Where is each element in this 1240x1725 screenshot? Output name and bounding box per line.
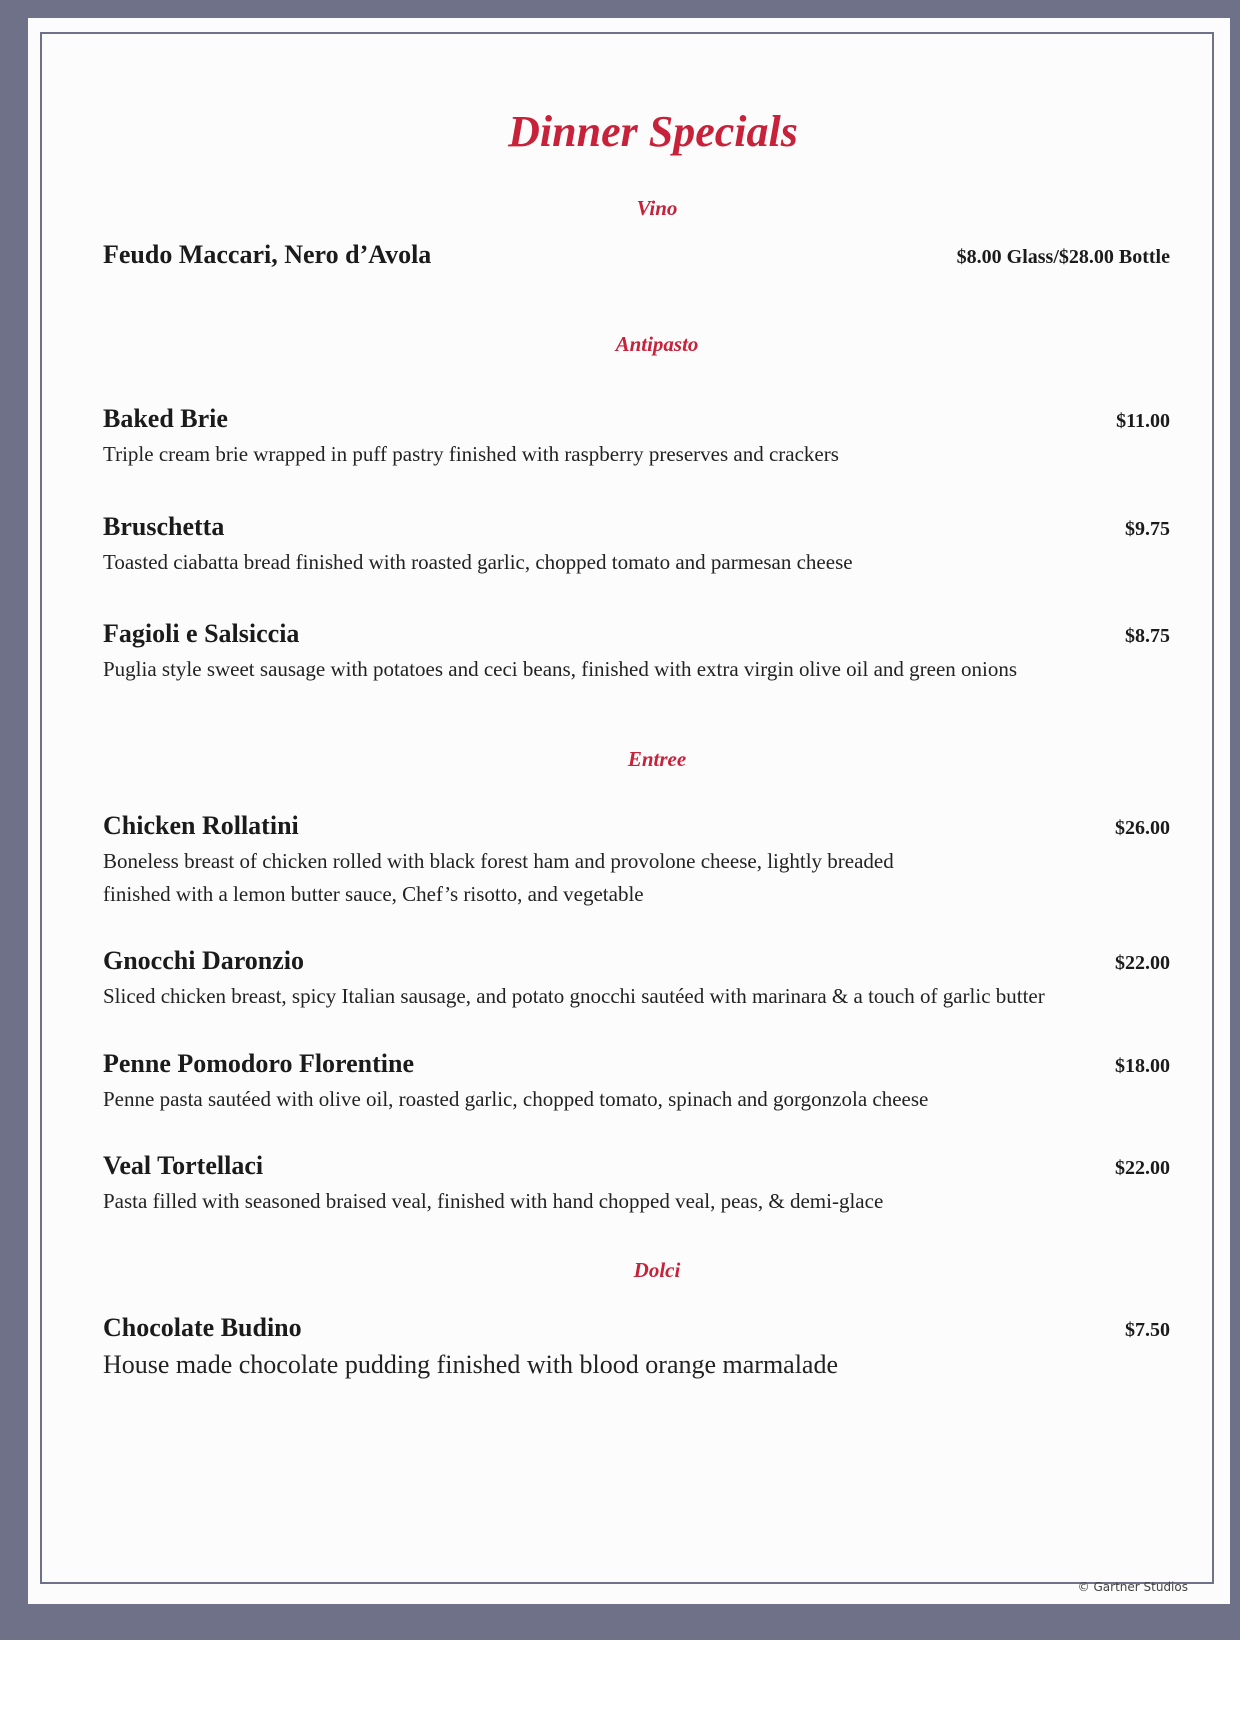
- item-name-chocolate-budino: Chocolate Budino: [103, 1313, 302, 1342]
- wine-name: Feudo Maccari, Nero d’Avola: [103, 240, 432, 269]
- item-desc-chocolate-budino: House made chocolate pudding finished with blood orange marmalade: [103, 1350, 839, 1379]
- item-name-fagioli-e-salsiccia: Fagioli e Salsiccia: [103, 619, 300, 648]
- item-price-gnocchi-daronzio: $22.00: [1115, 952, 1170, 974]
- item-price-baked-brie: $11.00: [1116, 410, 1170, 432]
- item-price-veal-tortellaci: $22.00: [1115, 1157, 1170, 1179]
- item-price-fagioli-e-salsiccia: $8.75: [1125, 625, 1170, 647]
- item-price-bruschetta: $9.75: [1125, 518, 1170, 540]
- item-name-bruschetta: Bruschetta: [103, 512, 225, 541]
- item-name-chicken-rollatini: Chicken Rollatini: [103, 811, 299, 840]
- item-name-gnocchi-daronzio: Gnocchi Daronzio: [103, 946, 305, 975]
- item-desc-bruschetta: Toasted ciabatta bread finished with roasted garlic, chopped tomato and parmesan cheese: [103, 550, 853, 574]
- item-desc-gnocchi-daronzio: Sliced chicken breast, spicy Italian sausage, and potato gnocchi sautéed with marinara & a touch of garlic butter: [103, 984, 1045, 1008]
- section-heading-entree: Entree: [627, 747, 687, 771]
- section-heading-dolci: Dolci: [633, 1258, 681, 1282]
- item-name-veal-tortellaci: Veal Tortellaci: [103, 1151, 264, 1180]
- item-name-penne-pomodoro-florentine: Penne Pomodoro Florentine: [103, 1049, 415, 1078]
- wine-price: $8.00 Glass/$28.00 Bottle: [956, 246, 1170, 268]
- menu-sheet: [28, 18, 1230, 1604]
- item-desc-chicken-rollatini-line2: finished with a lemon butter sauce, Chef’s risotto, and vegetable: [103, 882, 644, 906]
- item-desc-fagioli-e-salsiccia: Puglia style sweet sausage with potatoes and ceci beans, finished with extra virgin olive oil and green onions: [103, 657, 1018, 681]
- menu-title: Dinner Specials: [508, 107, 798, 156]
- item-desc-chicken-rollatini-line1: Boneless breast of chicken rolled with black forest ham and provolone cheese, lightly breaded: [103, 849, 894, 873]
- section-heading-antipasto: Antipasto: [615, 332, 699, 356]
- section-heading-vino: Vino: [636, 196, 678, 220]
- item-desc-veal-tortellaci: Pasta filled with seasoned braised veal, finished with hand chopped veal, peas, & demi-glace: [103, 1189, 884, 1213]
- item-price-chocolate-budino: $7.50: [1125, 1319, 1170, 1341]
- item-price-penne-pomodoro-florentine: $18.00: [1115, 1055, 1170, 1077]
- item-desc-penne-pomodoro-florentine: Penne pasta sautéed with olive oil, roasted garlic, chopped tomato, spinach and gorgonzola cheese: [103, 1087, 929, 1111]
- item-name-baked-brie: Baked Brie: [103, 404, 228, 433]
- copyright-notice: © Gartner Studios: [1077, 1580, 1188, 1594]
- item-price-chicken-rollatini: $26.00: [1115, 817, 1170, 839]
- item-desc-baked-brie: Triple cream brie wrapped in puff pastry finished with raspberry preserves and crackers: [103, 442, 839, 466]
